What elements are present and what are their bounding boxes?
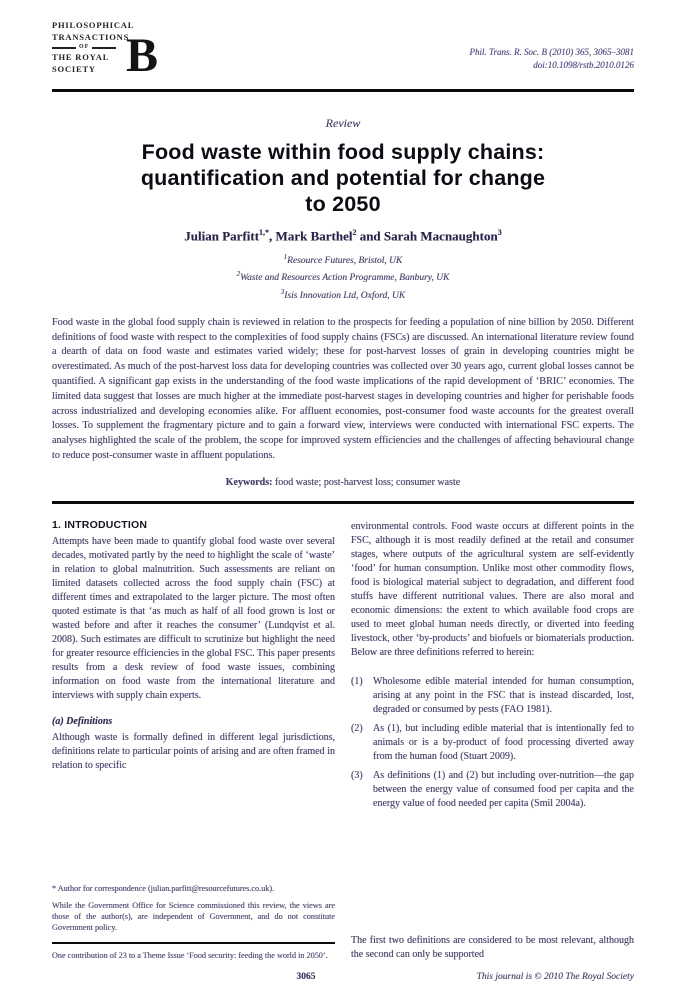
- title-line: quantification and potential for change: [140, 166, 546, 190]
- author-name: Sarah Macnaughton: [383, 228, 498, 244]
- article-title: [52, 139, 634, 217]
- affiliation-item: [52, 286, 634, 303]
- definition-number: (3): [351, 769, 363, 781]
- definitions-list: [351, 670, 634, 811]
- keywords-line: [52, 477, 634, 488]
- definition-item: [351, 769, 634, 811]
- definition-text: As (1), but including edible material that is intentionally fed to animals or is a by-product of food processing diverted away from the human food (Stuart 2009).: [373, 722, 634, 762]
- title-line: Food waste within food supply chains:: [141, 140, 545, 164]
- affiliation-text: Isis Innovation Ltd, Oxford, UK: [284, 290, 406, 301]
- right-column: [351, 519, 634, 962]
- definition-item: [351, 722, 634, 764]
- definition-text: Wholesome edible material intended for human consumption, arising at any point in the FSC that is instead discarded, lost, degraded or consumed by pests (FAO 1981).: [373, 675, 634, 715]
- keywords-label: Keywords:: [225, 476, 273, 488]
- affiliations: [52, 251, 634, 302]
- logo-of-text: OF: [79, 44, 90, 50]
- definition-text: As definitions (1) and (2) but including over-nutrition—the gap between the energy value of consumed food per capita and the energy value of food needed per capita (Smil 2004a).: [373, 769, 634, 809]
- royal-society-logo: [52, 20, 184, 84]
- abstract-rule: [52, 501, 634, 504]
- title-line: to 2050: [305, 192, 381, 216]
- author-superscript: 2: [352, 228, 357, 237]
- logo-line-the-royal: THE ROYAL: [52, 52, 110, 62]
- definitions-intro-paragraph: Although waste is formally defined in different legal jurisdictions, definitions relate to particular points of arising and are often framed in relation to specific: [52, 731, 335, 771]
- author-superscript: 3: [497, 228, 502, 237]
- footnote-rule: [52, 942, 335, 945]
- authors-line: [52, 228, 634, 244]
- author-separator: and: [356, 228, 384, 244]
- logo-line-transactions: TRANSACTIONS: [52, 31, 130, 42]
- subsection-heading-definitions: (a) Definitions: [52, 715, 113, 727]
- section-heading-introduction: 1. INTRODUCTION: [52, 518, 148, 531]
- author-separator: ,: [269, 228, 276, 244]
- affiliation-item: [52, 268, 634, 285]
- logo-line-philosophical: PHILOSOPHICAL: [52, 20, 135, 30]
- page-header: [52, 20, 634, 84]
- definition-number: (1): [351, 675, 363, 687]
- contribution-note: One contribution of 23 to a Theme Issue ‘Food security: feeding the world in 2050’.: [52, 951, 328, 961]
- header-rule: [52, 89, 634, 92]
- logo-b-letter-icon: B: [126, 29, 159, 82]
- article-type-label: Review: [325, 116, 361, 130]
- definition-item: [351, 675, 634, 717]
- logo-rule-left: [52, 47, 76, 49]
- two-column-body: [52, 519, 634, 962]
- correspondence-footnote: * Author for correspondence (julian.parfitt@resourcefutures.co.uk).: [52, 883, 275, 893]
- closing-paragraph: The first two definitions are considered to be most relevant, although the second can only be supported: [351, 935, 634, 960]
- logo-line-society: SOCIETY: [52, 63, 96, 74]
- copyright-notice: This journal is © 2010 The Royal Society: [476, 972, 634, 982]
- page-footer: [52, 972, 634, 986]
- doi-line: doi:10.1098/rstb.2010.0126: [533, 60, 634, 70]
- footnotes-block: [52, 865, 335, 962]
- left-column: [52, 519, 335, 962]
- author-name: Mark Barthel: [275, 228, 353, 244]
- page-number: 3065: [296, 972, 316, 982]
- author-superscript: 1,*: [259, 228, 270, 237]
- logo-rule-right: [92, 47, 116, 49]
- continuation-paragraph: environmental controls. Food waste occurs at different points in the FSC, although it is most readily defined at the retail and consumer stages, where outputs of the agricultural system are self-evidently ‘food’ for human consumption. Unlike most other commodity flows, food is biological material subject to degradation, and different food stuffs have different nutritional values. There are also moral and economic dimensions: the extent to which available food crops are used to meet global human needs directly, or diverted into feeding livestock, other ‘by-products’ and biofuels or biomaterials production. Below are three definitions referred to herein:: [351, 520, 634, 658]
- definition-number: (2): [351, 722, 363, 734]
- abstract-paragraph: Food waste in the global food supply chain is reviewed in relation to the prospects for feeding a population of nine billion by 2050. Different definitions of food waste with respect to the complexities of food supply chains (FSCs) are discussed. An international literature review found a dearth of data on food waste and estimates varied widely; these for post-harvest losses of grain in developing countries might be overestimated. As much of the post-harvest loss data for developing countries was collected over 30 years ago, current global losses cannot be quantified. A significant gap exists in the understanding of the food waste implications of the rapid development of ‘BRIC’ economies. The limited data suggest that losses are much higher at the immediate post-harvest stages in developing countries and higher for perishable foods across industrialized and developing economies alike. For affluent economies, post-consumer food waste accounts for the greatest overall losses. To supplement the fragmentary picture and to gain a forward view, interviews were conducted with international FSC experts. The analyses highlighted the scale of the problem, the scope for improved system efficiencies and the challenges of affecting behavioural change to reduce post-consumer waste in affluent populations.: [52, 316, 634, 461]
- intro-paragraph: Attempts have been made to quantify global food waste over several decades, motivated partly by the need to highlight the scale of ‘waste’ in relation to global malnutrition. Such assessments are reliant on limited datasets collected across the food supply chain (FSC) at different times and extrapolated to the larger picture. The most often quoted estimate is that ‘as much as half of all food grown is lost or wasted before and after it reaches the consumer’ (Lundqvist et al. 2008). Such estimates are difficult to scrutinize but highlight the need for greater resource efficiencies in the global FSC. This paper presents results from a desk review of food waste issues, combining information on food waste from the international literature and interviews with supply chain experts.: [52, 535, 335, 701]
- affiliation-text: Resource Futures, Bristol, UK: [287, 256, 403, 267]
- affiliation-text: Waste and Resources Action Programme, Banbury, UK: [240, 273, 450, 284]
- citation-line: Phil. Trans. R. Soc. B (2010) 365, 3065–3081: [469, 47, 634, 57]
- affiliation-item: [52, 251, 634, 268]
- journal-citation: [470, 20, 635, 72]
- affiliation-superscript: 2: [236, 270, 241, 279]
- affiliation-superscript: 3: [280, 287, 285, 296]
- disclaimer-footnote: While the Government Office for Science commissioned this review, the views are those of the author(s), are independent of Government, and do not constitute Government policy.: [52, 901, 335, 932]
- affiliation-superscript: 1: [283, 253, 288, 262]
- author-name: Julian Parfitt: [184, 228, 260, 244]
- keywords-text: food waste; post-harvest loss; consumer waste: [272, 476, 461, 488]
